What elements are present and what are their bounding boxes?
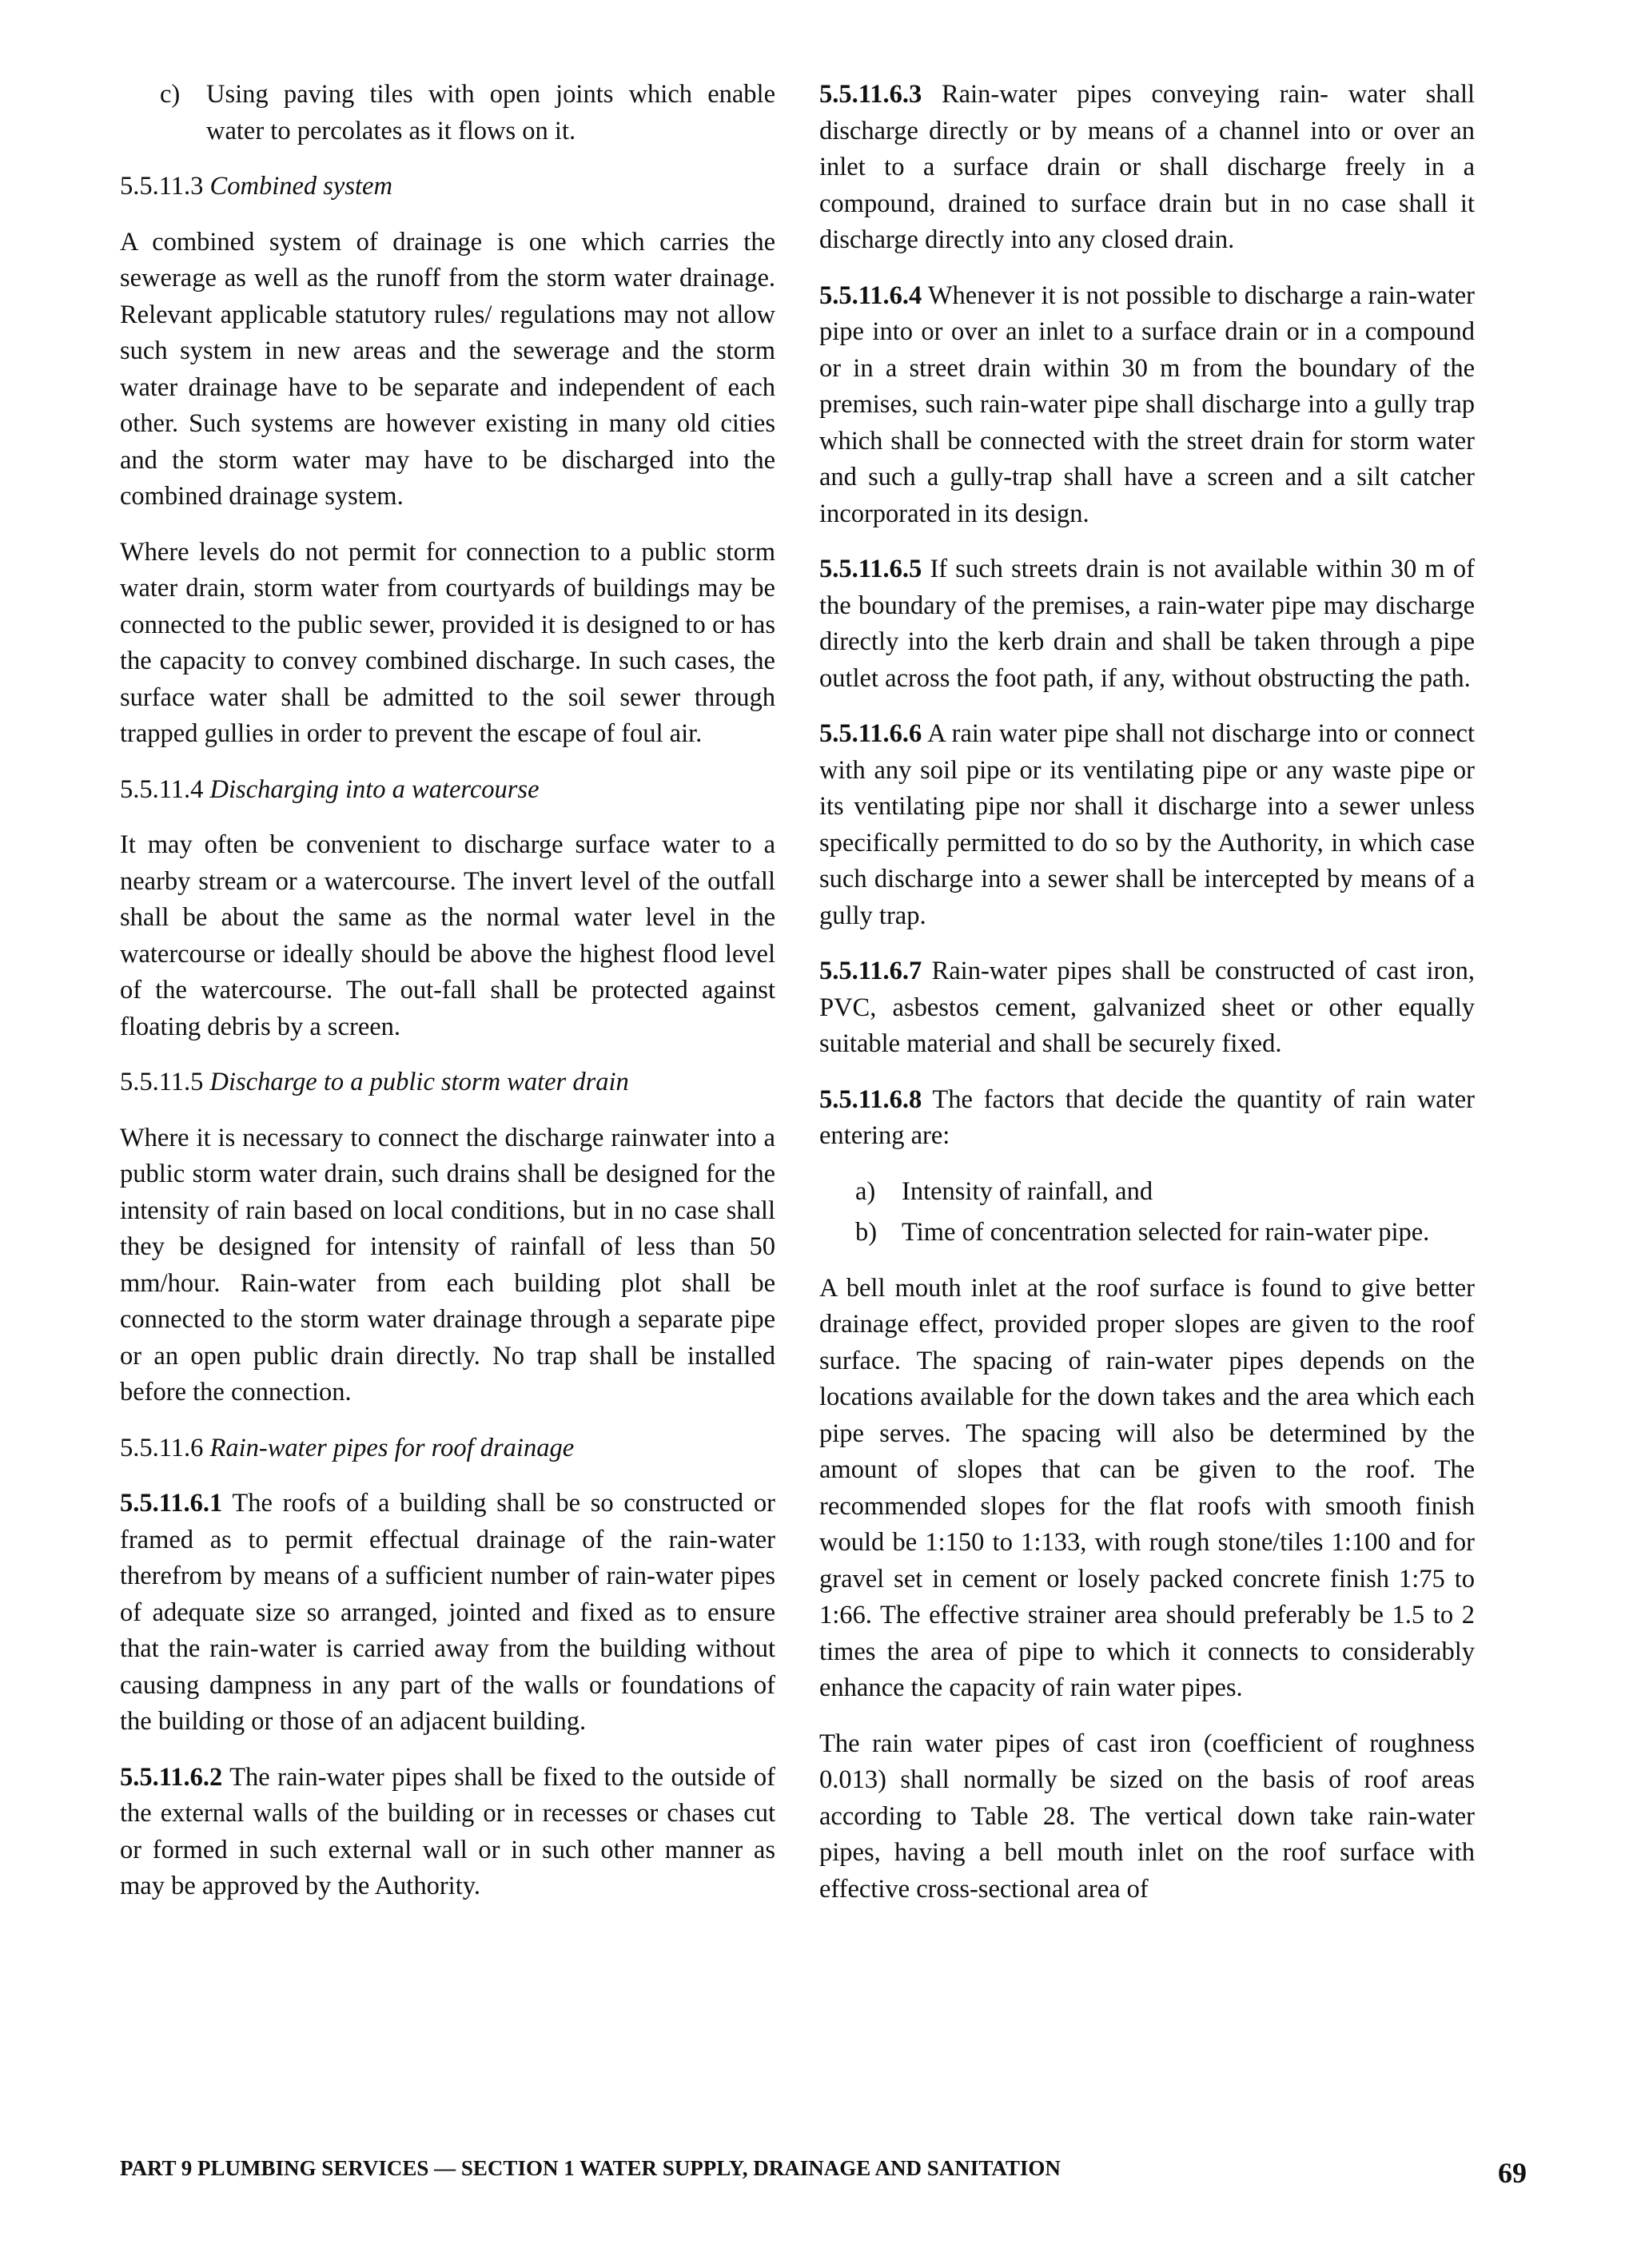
clause-number: 5.5.11.6.2: [120, 1762, 223, 1792]
section-number: 5.5.11.4: [120, 774, 204, 804]
page-number: 69: [1498, 2157, 1527, 2189]
paragraph: A combined system of drainage is one which carries the sewerage as well as the runoff from the storm water drainage. Relevant applicable statutory rules/ regulations may not allow such system in new areas and the sewerage and the storm water drainage have to be separate and independent of each other. Such systems are however existing in many old cities and the storm water may have to be discharged into the combined drainage system.: [120, 227, 775, 511]
clause-number: 5.5.11.6.1: [120, 1489, 223, 1518]
section-title: Discharging into a watercourse: [209, 774, 540, 804]
clause-5-5-11-6-4: [819, 278, 1475, 533]
section-number: 5.5.11.5: [120, 1068, 204, 1096]
clause-text: The factors that decide the quantity of rain water entering are:: [819, 1084, 1475, 1150]
section-heading-combined-system: [120, 169, 775, 205]
section-title: Rain-water pipes for roof drainage: [209, 1433, 575, 1462]
section-number: 5.5.11.6: [120, 1433, 204, 1462]
right-column: [819, 77, 1475, 1927]
list-marker: a): [855, 1176, 876, 1206]
clause-number: 5.5.11.6.5: [819, 555, 922, 583]
list-marker: c): [160, 80, 181, 109]
clause-5-5-11-6-3: [819, 77, 1475, 259]
paragraph: It may often be convenient to discharge surface water to a nearby stream or a watercourse. The invert level of the outfall shall be about the same as the normal water level in the watercourse or ideally should be above the highest flood level of the watercourse. The out-fall shall be protected against floating debris by a screen.: [120, 830, 775, 1041]
left-column: [120, 77, 775, 1924]
paragraph: Where levels do not permit for connection to a public storm water drain, storm water from courtyards of buildings may be connected to the public sewer, provided it is designed to or has the capacity to convey combined discharge. In such cases, the surface water shall be admitted to the soil sewer through trapped gullies in order to prevent the escape of foul air.: [120, 537, 775, 748]
clause-5-5-11-6-2: [120, 1760, 775, 1905]
clause-text: Rain-water pipes shall be constructed of cast iron, PVC, asbestos cement, galvanized sheet or other equally suitable material and shall be securely fixed.: [819, 957, 1475, 1058]
clause-5-5-11-6-1: [120, 1486, 775, 1741]
list-marker: b): [855, 1218, 878, 1247]
clause-text: The roofs of a building shall be so constructed or framed as to permit effectual drainage of the rain-water therefrom by means of a sufficient number of rain-water pipes of adequate size so arranged, jointed and fixed as to ensure that the rain-water is carried away from the building without causing dampness in any part of the walls or foundations of the building or those of an adjacent building.: [120, 1489, 775, 1736]
section-heading-public-storm-drain: [120, 1064, 775, 1101]
list-text: Intensity of rainfall, and: [902, 1176, 1153, 1206]
clause-number: 5.5.11.6.4: [819, 281, 922, 310]
clause-5-5-11-6-7: [819, 953, 1475, 1063]
paragraph: A bell mouth inlet at the roof surface is found to give better drainage effect, provided proper slopes are given to the roof surface. The spacing of rain-water pipes depends on the locations available for the down takes and the area which each pipe serves. The spacing will also be determined by the amount of slopes that can be given to the roof. The recommended slopes for the flat roofs with smooth finish would be 1:150 to 1:133, with rough stone/tiles 1:100 and for gravel set in cement or losely packed concrete finish 1:75 to 1:66. The effective strainer area should preferably be 1.5 to 2 times the area of pipe to which it connects to considerably enhance the capacity of rain water pipes.: [819, 1273, 1475, 1702]
clause-number: 5.5.11.6.6: [819, 719, 922, 748]
list-item-c: [120, 77, 775, 149]
clause-text: Rain-water pipes conveying rain- water shall discharge directly or by means of a channel into or over an inlet to a surface drain or shall discharge freely in a compound, drained to surface drain but in no case shall it discharge directly into any closed drain.: [819, 80, 1476, 254]
clause-text: The rain-water pipes shall be fixed to the outside of the external walls of the building or in recesses or chases cut or formed in such external wall or in such other manner as may be approved by the Authority.: [120, 1762, 775, 1900]
clause-number: 5.5.11.6.8: [819, 1084, 922, 1114]
paragraph: The rain water pipes of cast iron (coefficient of roughness 0.013) shall normally be sized on the basis of roof areas according to Table 28. The vertical down take rain-water pipes, having a bell mouth inlet on the roof surface with effective cross-sectional area of: [819, 1729, 1475, 1904]
factors-list: [819, 1174, 1475, 1251]
list-text: Using paving tiles with open joints which enable water to percolates as it flows on it.: [206, 80, 775, 145]
clause-5-5-11-6-5: [819, 551, 1475, 697]
clause-text: Whenever it is not possible to discharge a rain-water pipe into or over an inlet to a surface drain or in a compound or in a street drain within 30 m from the boundary of the premises, such rain-water pipe shall discharge into a gully trap which shall be connected with the street drain for storm water and such a gully-trap shall have a screen and a silt catcher incorporated in its design.: [819, 281, 1475, 528]
paragraph: Where it is necessary to connect the discharge rainwater into a public storm water drain, such drains shall be designed for the intensity of rain based on local conditions, but in no case shall they be designed for intensity of rainfall of less than 50 mm/hour. Rain-water from each building plot shall be connected to the storm water drainage through a separate pipe or an open public drain directly. No trap shall be installed before the connection.: [120, 1123, 775, 1407]
clause-text: A rain water pipe shall not discharge into or connect with any soil pipe or its ventilating pipe or any waste pipe or its ventilating pipe nor shall it discharge into a sewer unless specifically permitted to do so by the Authority, in which case such discharge into a sewer shall be intercepted by means of a gully trap.: [819, 719, 1475, 930]
footer-title: PART 9 PLUMBING SERVICES — SECTION 1 WATER SUPPLY, DRAINAGE AND SANITATION: [120, 2156, 1061, 2180]
section-title: Combined system: [209, 172, 392, 201]
list-text: Time of concentration selected for rain-water pipe.: [902, 1218, 1430, 1247]
clause-number: 5.5.11.6.3: [819, 80, 922, 109]
section-heading-watercourse: [120, 772, 775, 809]
list-item: [819, 1174, 1475, 1211]
section-number: 5.5.11.3: [120, 172, 204, 201]
clause-number: 5.5.11.6.7: [819, 957, 922, 985]
clause-5-5-11-6-8: [819, 1082, 1475, 1155]
clause-text: If such streets drain is not available within 30 m of the boundary of the premises, a rain-water pipe may discharge directly into the kerb drain and shall be taken through a pipe outlet across the foot path, if any, without obstructing the path.: [819, 555, 1475, 693]
clause-5-5-11-6-6: [819, 716, 1475, 934]
page-footer: [120, 2156, 1527, 2190]
section-heading-roof-drainage: [120, 1430, 775, 1467]
list-item: [819, 1215, 1475, 1251]
section-title: Discharge to a public storm water drain: [209, 1068, 629, 1096]
